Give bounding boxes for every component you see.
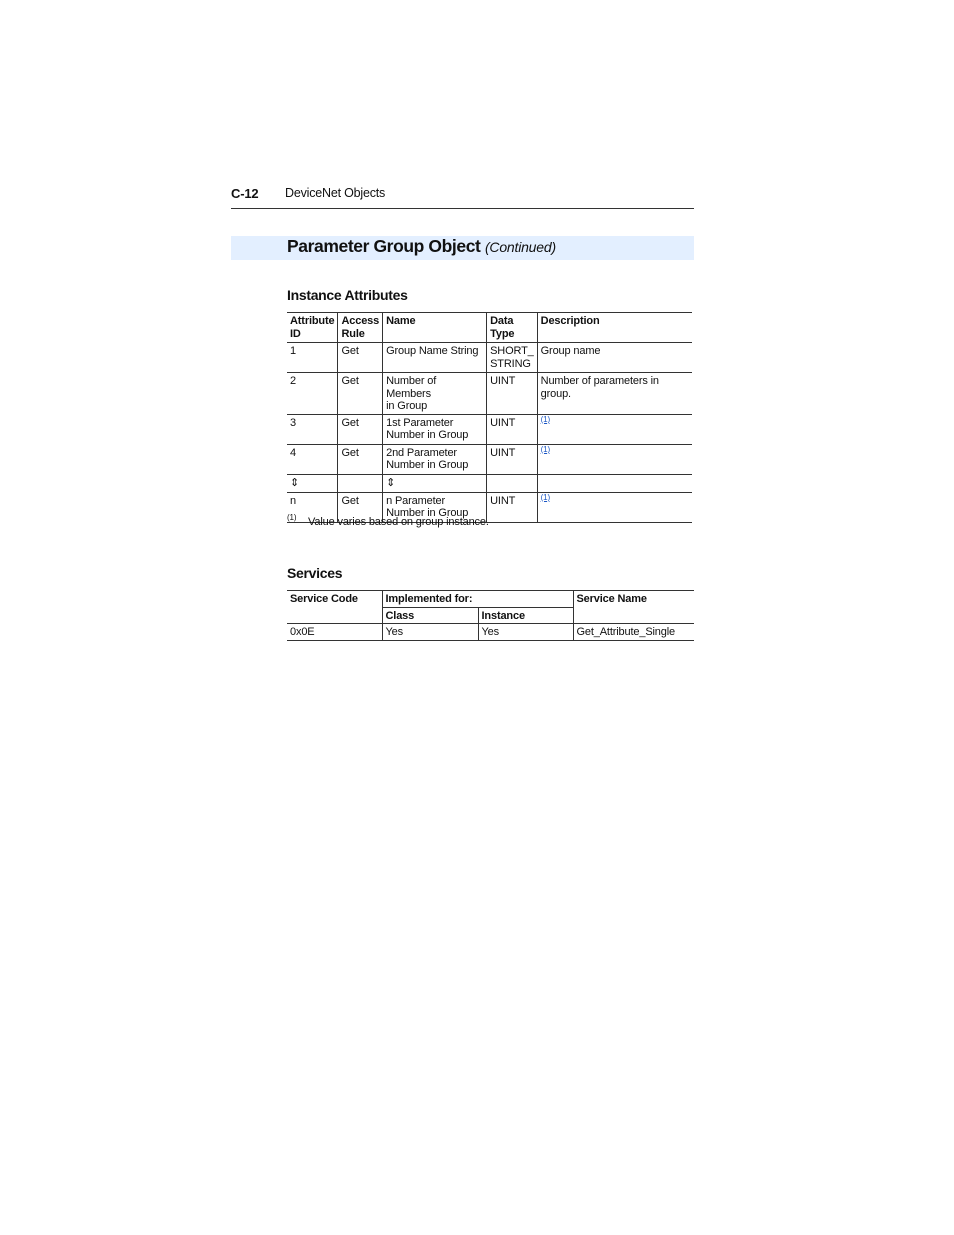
table-row [287, 624, 694, 641]
column-header-data-type: Data Type [487, 313, 538, 343]
instance-attributes-table [287, 312, 692, 523]
cell-access-rule: Get [338, 343, 383, 373]
column-header-access-rule: Access Rule [338, 313, 383, 343]
cell-description: Number of parameters in group. [537, 373, 692, 415]
table-row [287, 343, 692, 373]
cell-data-type [487, 474, 538, 492]
services-table [287, 590, 694, 641]
column-header-instance: Instance [478, 607, 573, 624]
cell-service-name: Get_Attribute_Single [573, 624, 694, 641]
column-header-name: Name [383, 313, 487, 343]
cell-description [537, 474, 692, 492]
cell-attribute-id: 1 [287, 343, 338, 373]
cell-access-rule: Get [338, 444, 383, 474]
cell-name: ⇕ [383, 474, 487, 492]
footnote-link[interactable]: (1) [540, 444, 550, 454]
column-header-service-name: Service Name [573, 591, 694, 624]
cell-class: Yes [382, 624, 478, 641]
cell-data-type: UINT [487, 373, 538, 415]
running-title: DeviceNet Objects [285, 186, 386, 200]
cell-data-type: UINT [487, 492, 538, 522]
instance-attributes-heading: Instance Attributes [287, 287, 408, 303]
table-row [287, 414, 692, 444]
table-footnote [287, 513, 489, 528]
footnote-text: Value varies based on group instance. [308, 516, 489, 528]
cell-attribute-id: n [287, 492, 338, 522]
cell-attribute-id: 2 [287, 373, 338, 415]
cell-name: Number of Members in Group [383, 373, 487, 415]
cell-name: Group Name String [383, 343, 487, 373]
services-heading: Services [287, 565, 343, 581]
footnote-mark: (1) [287, 513, 297, 522]
cell-access-rule: Get [338, 492, 383, 522]
section-title-band [231, 236, 694, 260]
cell-data-type: SHORT_ STRING [487, 343, 538, 373]
cell-data-type: UINT [487, 444, 538, 474]
page-header [231, 184, 694, 209]
cell-attribute-id: 4 [287, 444, 338, 474]
column-header-implemented-for: Implemented for: [382, 591, 573, 608]
section-title [287, 236, 556, 257]
column-header-attribute-id: Attribute ID [287, 313, 338, 343]
cell-description [537, 444, 692, 474]
cell-access-rule [338, 474, 383, 492]
cell-description [537, 414, 692, 444]
cell-access-rule: Get [338, 373, 383, 415]
footnote-link[interactable]: (1) [540, 492, 550, 502]
cell-instance: Yes [478, 624, 573, 641]
footnote-link[interactable]: (1) [540, 414, 550, 424]
table-row [287, 444, 692, 474]
cell-name: 2nd Parameter Number in Group [383, 444, 487, 474]
cell-data-type: UINT [487, 414, 538, 444]
cell-attribute-id: 3 [287, 414, 338, 444]
table-row-continuation [287, 474, 692, 492]
table-header-row [287, 591, 694, 608]
section-title-text: Parameter Group Object [287, 236, 481, 256]
column-header-service-code: Service Code [287, 591, 382, 624]
cell-attribute-id: ⇕ [287, 474, 338, 492]
section-title-continued: (Continued) [484, 239, 556, 255]
cell-name: n Parameter Number in Group [383, 492, 487, 522]
column-header-class: Class [382, 607, 478, 624]
table-header-row [287, 313, 692, 343]
cell-access-rule: Get [338, 414, 383, 444]
cell-description: Group name [537, 343, 692, 373]
cell-service-code: 0x0E [287, 624, 382, 641]
cell-name: 1st Parameter Number in Group [383, 414, 487, 444]
cell-description [537, 492, 692, 522]
page-number: C-12 [231, 186, 259, 201]
table-row [287, 373, 692, 415]
column-header-description: Description [537, 313, 692, 343]
